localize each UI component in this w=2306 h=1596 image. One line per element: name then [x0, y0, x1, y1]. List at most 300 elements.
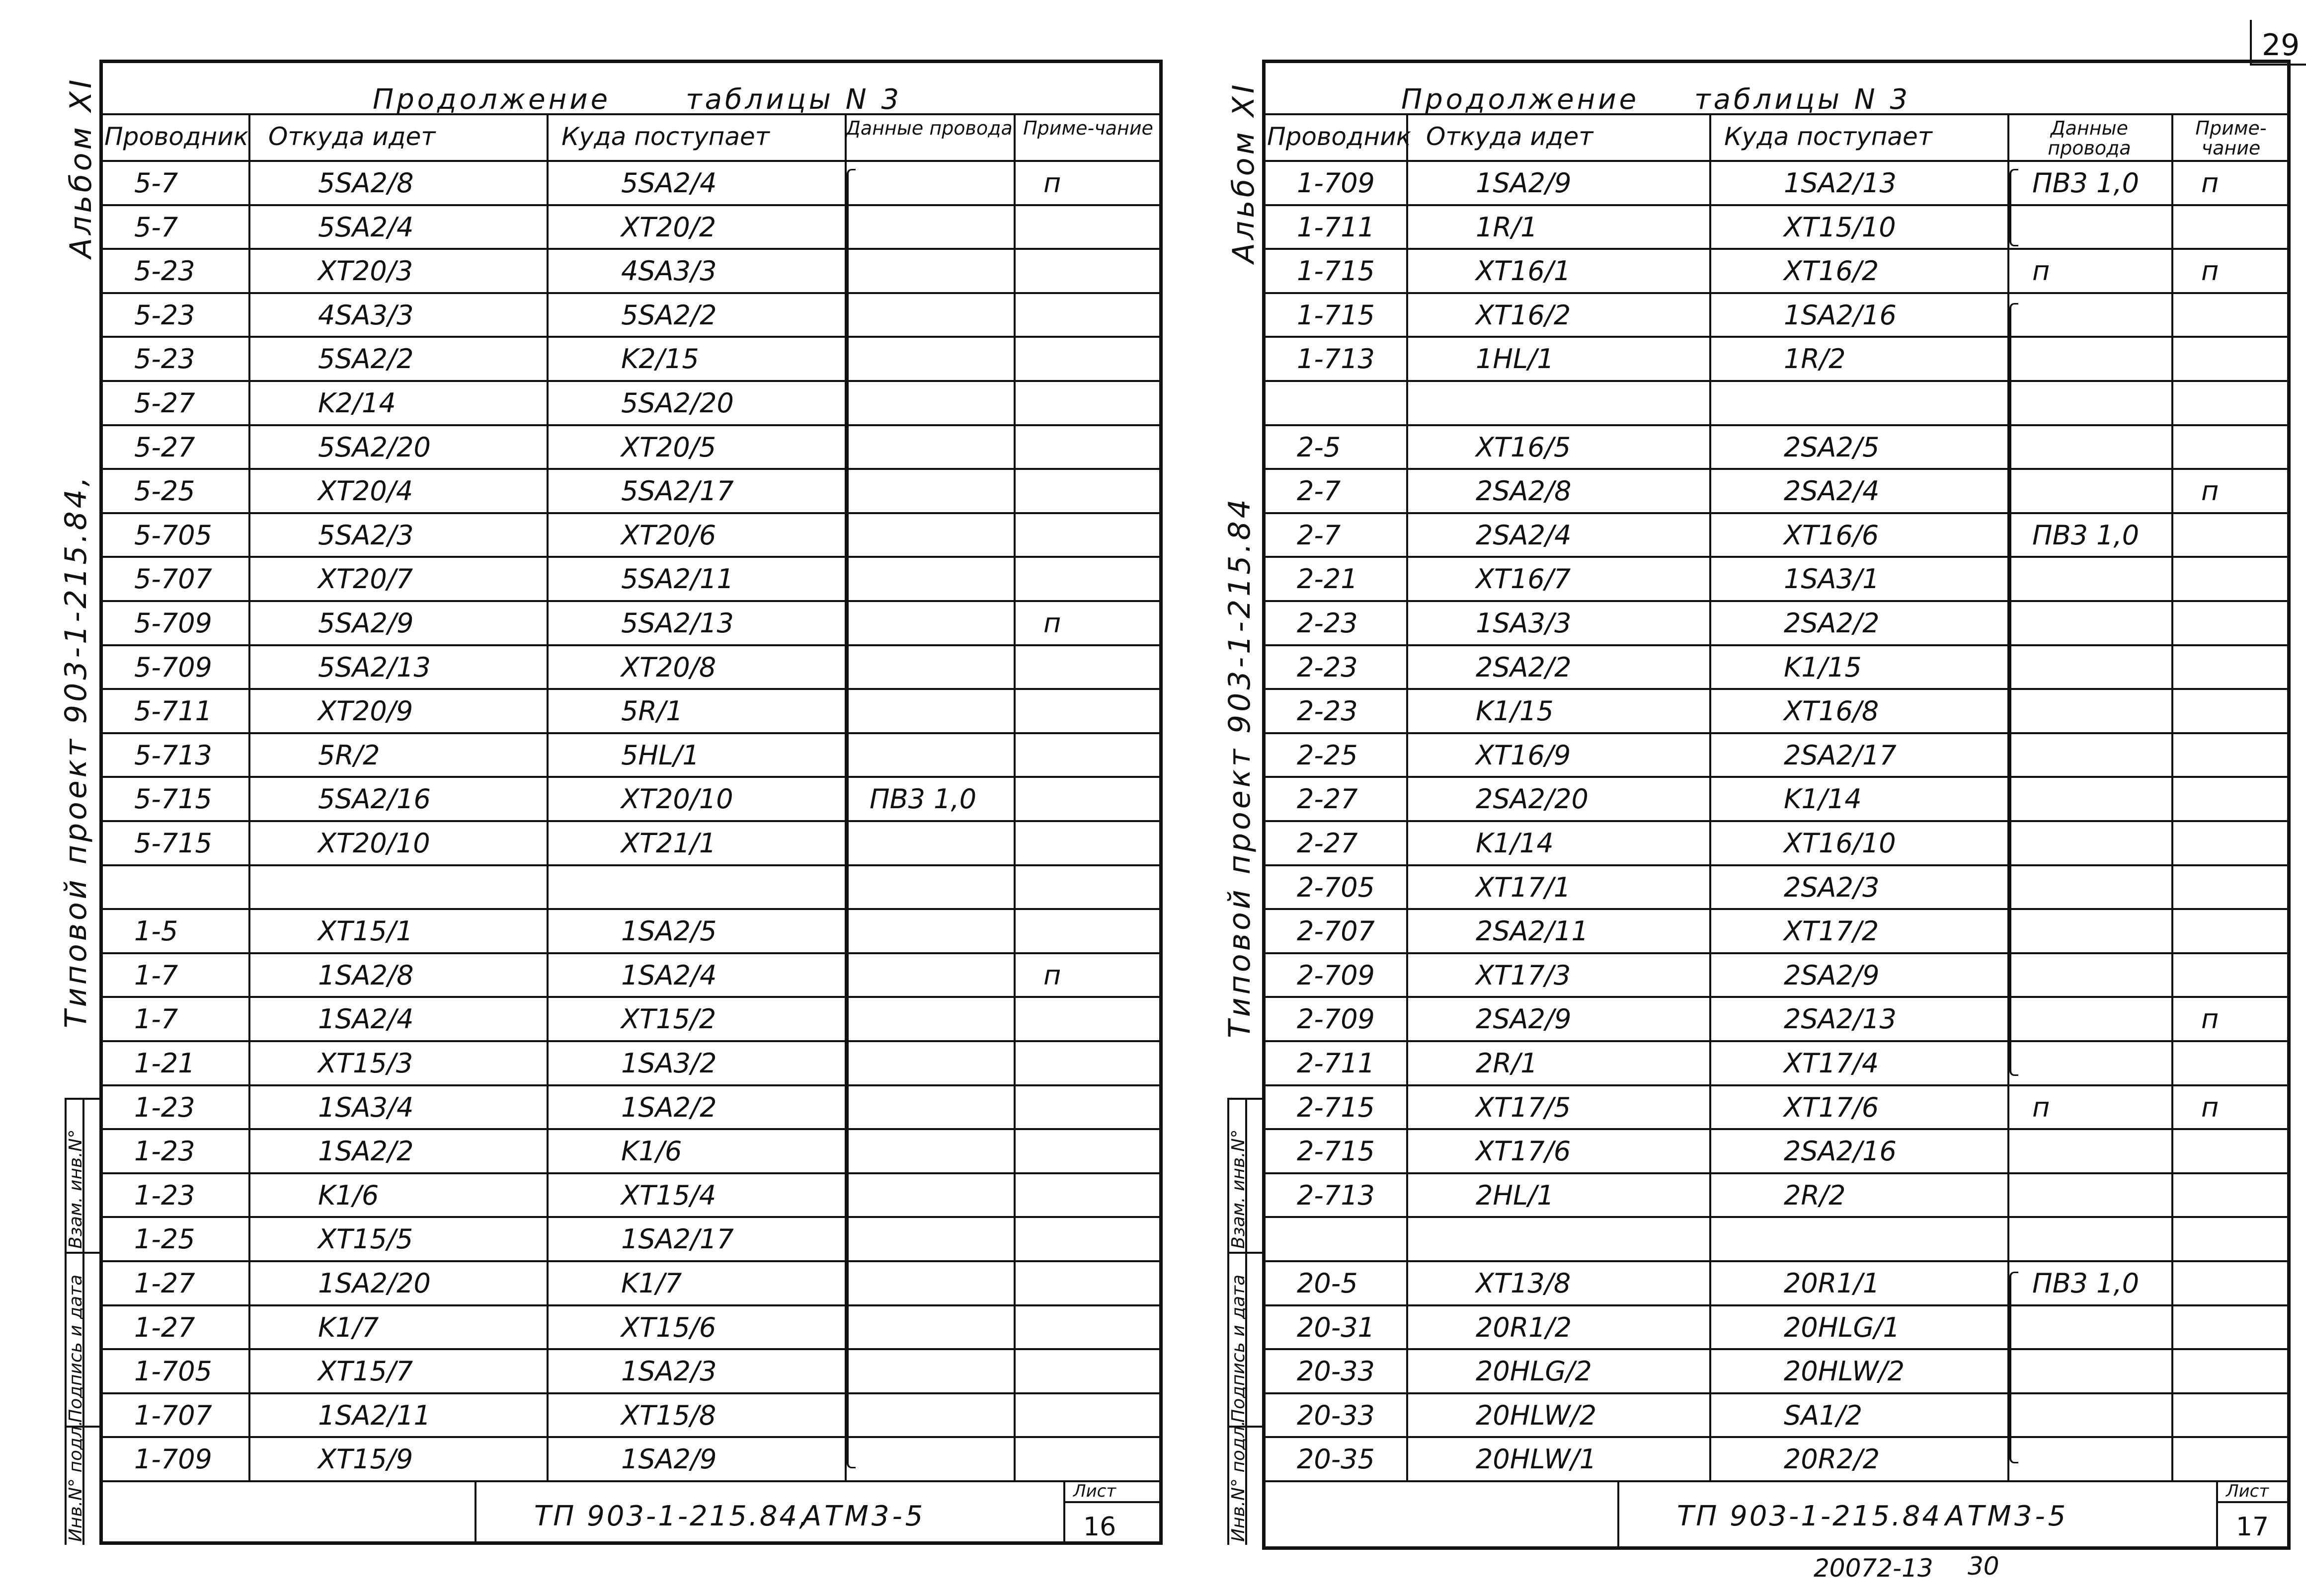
- from-terminal: 5SA2/4: [318, 211, 414, 243]
- left-stamp-top-rule: [99, 1480, 1163, 1482]
- from-terminal: XT15/3: [318, 1048, 413, 1079]
- right-header-0: Проводник: [1267, 122, 1411, 151]
- left-row-rule: [99, 468, 1163, 470]
- conductor-id: 1-715: [1297, 299, 1375, 331]
- right-row-rule: [1262, 1392, 2291, 1394]
- conductor-id: 2-27: [1297, 783, 1358, 815]
- to-terminal: 20HLG/1: [1784, 1311, 1900, 1343]
- to-terminal: 5SA2/13: [621, 608, 734, 639]
- conductor-id: 2-7: [1297, 519, 1341, 551]
- conductor-id: 20-31: [1297, 1311, 1375, 1343]
- note: п: [1043, 167, 1061, 199]
- right-side-project: Типовой проект 903-1-215.84: [1222, 496, 1257, 1038]
- note: п: [2201, 167, 2219, 199]
- to-terminal: XT21/1: [621, 828, 716, 859]
- from-terminal: 5SA2/2: [318, 343, 414, 375]
- conductor-id: 1-7: [134, 959, 178, 991]
- right-col-divider: [1406, 113, 1408, 1480]
- from-terminal: 2SA2/20: [1476, 783, 1589, 815]
- from-terminal: 1SA2/20: [318, 1268, 431, 1299]
- conductor-id: 2-5: [1297, 431, 1341, 463]
- left-side-box-2: Взам. инв.N°: [66, 1129, 86, 1249]
- from-terminal: 5R/2: [318, 739, 380, 771]
- from-terminal: 1SA3/4: [318, 1091, 414, 1123]
- from-terminal: 5SA2/13: [318, 651, 431, 683]
- right-row-rule: [1262, 1128, 2291, 1130]
- right-row-rule: [1262, 1172, 2291, 1174]
- right-side-box-2: Взам. инв.N°: [1228, 1129, 1249, 1249]
- left-row-rule: [99, 908, 1163, 910]
- conductor-id: 1-23: [134, 1179, 195, 1211]
- right-side-box-0: Инв.N° подл.: [1228, 1420, 1249, 1542]
- conductor-id: 5-7: [134, 167, 178, 199]
- right-row-rule: [1262, 864, 2291, 866]
- from-terminal: 5SA2/20: [318, 431, 431, 463]
- page-number-divider: [2250, 20, 2252, 65]
- right-row-rule: [1262, 1304, 2291, 1306]
- to-terminal: 1SA2/5: [621, 915, 717, 947]
- left-row-rule: [99, 1128, 1163, 1130]
- left-header-4: Приме-чание: [1023, 117, 1153, 139]
- left-row-rule: [99, 1436, 1163, 1438]
- left-sheet-label-rule: [1063, 1501, 1163, 1503]
- right-header-4: Приме-чание: [2195, 117, 2267, 159]
- conductor-id: 2-709: [1297, 959, 1375, 991]
- left-header-bottom-rule: [99, 160, 1163, 162]
- conductor-id: 1-705: [134, 1356, 212, 1387]
- from-terminal: 20HLG/2: [1476, 1356, 1592, 1387]
- from-terminal: 1SA2/8: [318, 959, 414, 991]
- conductor-id: 20-5: [1297, 1268, 1358, 1299]
- left-sheet-label: Лист: [1073, 1481, 1116, 1501]
- left-row-rule: [99, 1084, 1163, 1086]
- right-side-album: Альбом XI: [1226, 81, 1261, 263]
- wire-data: п: [2032, 1091, 2050, 1123]
- wire-data: ПВ3 1,0: [2032, 519, 2140, 551]
- to-terminal: 5SA2/2: [621, 299, 717, 331]
- left-side-box-1: Подпись и дата: [66, 1274, 86, 1423]
- right-row-rule: [1262, 336, 2291, 338]
- left-row-rule: [99, 600, 1163, 602]
- to-terminal: 1SA2/17: [621, 1223, 734, 1255]
- right-row-rule: [1262, 732, 2291, 734]
- right-row-rule: [1262, 996, 2291, 998]
- right-side-box-rule: [1227, 1252, 1262, 1254]
- to-terminal: 5SA2/4: [621, 167, 717, 199]
- to-terminal: XT15/10: [1784, 211, 1896, 243]
- right-side-box-rule: [1227, 1098, 1262, 1100]
- to-terminal: 1R/2: [1784, 343, 1846, 375]
- to-terminal: 5SA2/11: [621, 563, 734, 595]
- conductor-id: 2-713: [1297, 1179, 1375, 1211]
- right-col-divider: [2171, 113, 2173, 1480]
- left-col-divider: [248, 113, 250, 1480]
- conductor-id: 1-713: [1297, 343, 1375, 375]
- conductor-id: 1-711: [1297, 211, 1375, 243]
- to-terminal: XT16/2: [1784, 255, 1879, 287]
- to-terminal: 2R/2: [1784, 1179, 1846, 1211]
- conductor-id: 5-23: [134, 255, 195, 287]
- conductor-id: 5-27: [134, 431, 195, 463]
- from-terminal: 4SA3/3: [318, 299, 414, 331]
- to-terminal: 1SA2/2: [621, 1091, 717, 1123]
- to-terminal: 2SA2/5: [1784, 431, 1880, 463]
- from-terminal: 2R/1: [1476, 1048, 1538, 1079]
- to-terminal: 5HL/1: [621, 739, 700, 771]
- to-terminal: 2SA2/4: [1784, 475, 1880, 507]
- right-header-top-rule: [1262, 113, 2291, 115]
- conductor-id: 2-715: [1297, 1136, 1375, 1167]
- right-header-1: Откуда идет: [1426, 122, 1593, 151]
- left-row-rule: [99, 644, 1163, 646]
- left-row-rule: [99, 556, 1163, 558]
- left-header-0: Проводник: [104, 122, 248, 151]
- right-row-rule: [1262, 600, 2291, 602]
- conductor-id: 20-35: [1297, 1444, 1375, 1475]
- to-terminal: XT20/10: [621, 783, 733, 815]
- conductor-id: 5-23: [134, 343, 195, 375]
- conductor-id: 5-25: [134, 475, 195, 507]
- from-terminal: XT20/3: [318, 255, 413, 287]
- from-terminal: K1/6: [318, 1179, 379, 1211]
- page-number: 29: [2262, 28, 2300, 63]
- to-terminal: 5SA2/17: [621, 475, 734, 507]
- note: п: [2201, 1003, 2219, 1035]
- right-stamp-divider: [1617, 1480, 1619, 1550]
- to-terminal: 1SA2/4: [621, 959, 717, 991]
- from-terminal: XT16/1: [1476, 255, 1571, 287]
- to-terminal: K2/15: [621, 343, 699, 375]
- to-terminal: XT15/8: [621, 1399, 716, 1431]
- conductor-id: 2-715: [1297, 1091, 1375, 1123]
- conductor-id: 1-709: [134, 1444, 212, 1475]
- left-row-rule: [99, 776, 1163, 778]
- left-row-rule: [99, 1040, 1163, 1042]
- left-row-rule: [99, 1392, 1163, 1394]
- to-terminal: 1SA3/1: [1784, 563, 1880, 595]
- right-row-rule: [1262, 468, 2291, 470]
- conductor-id: 5-715: [134, 828, 212, 859]
- left-row-rule: [99, 336, 1163, 338]
- from-terminal: XT15/5: [318, 1223, 413, 1255]
- right-row-rule: [1262, 952, 2291, 954]
- conductor-id: 5-23: [134, 299, 195, 331]
- conductor-id: 1-709: [1297, 167, 1375, 199]
- right-brace: [2009, 169, 2018, 246]
- from-terminal: XT15/1: [318, 915, 413, 947]
- to-terminal: XT17/2: [1784, 915, 1879, 947]
- from-terminal: K2/14: [318, 387, 396, 419]
- left-row-rule: [99, 248, 1163, 250]
- left-row-rule: [99, 996, 1163, 998]
- right-row-rule: [1262, 1348, 2291, 1350]
- left-row-rule: [99, 204, 1163, 206]
- right-row-rule: [1262, 204, 2291, 206]
- conductor-id: 1-25: [134, 1223, 195, 1255]
- from-terminal: 5SA2/3: [318, 519, 414, 551]
- to-terminal: XT15/4: [621, 1179, 716, 1211]
- to-terminal: 20HLW/2: [1784, 1356, 1905, 1387]
- right-col-divider: [1709, 113, 1711, 1480]
- left-row-rule: [99, 512, 1163, 514]
- to-terminal: XT16/8: [1784, 695, 1879, 727]
- right-frame: [1262, 60, 2291, 1550]
- from-terminal: XT15/7: [318, 1356, 413, 1387]
- from-terminal: 2SA2/11: [1476, 915, 1589, 947]
- conductor-id: 2-27: [1297, 828, 1358, 859]
- bottom-code: 20072-13: [1814, 1554, 1933, 1583]
- from-terminal: XT17/1: [1476, 871, 1571, 903]
- conductor-id: 2-7: [1297, 475, 1341, 507]
- right-sheet-label-rule: [2216, 1501, 2291, 1503]
- left-header-1: Откуда идет: [268, 122, 436, 151]
- conductor-id: 20-33: [1297, 1399, 1375, 1431]
- right-row-rule: [1262, 908, 2291, 910]
- from-terminal: K1/15: [1476, 695, 1554, 727]
- to-terminal: 2SA2/3: [1784, 871, 1880, 903]
- to-terminal: XT20/2: [621, 211, 716, 243]
- left-stamp-divider: [475, 1480, 477, 1545]
- from-terminal: 5SA2/16: [318, 783, 431, 815]
- right-row-rule: [1262, 1040, 2291, 1042]
- conductor-id: 5-713: [134, 739, 212, 771]
- right-brace: [2009, 303, 2018, 1076]
- conductor-id: 5-715: [134, 783, 212, 815]
- from-terminal: XT17/3: [1476, 959, 1571, 991]
- conductor-id: 5-7: [134, 211, 178, 243]
- from-terminal: XT16/9: [1476, 739, 1571, 771]
- right-title-continuation: Продолжение: [1401, 83, 1640, 116]
- note: п: [1043, 608, 1061, 639]
- from-terminal: 1SA2/11: [318, 1399, 431, 1431]
- to-terminal: K1/14: [1784, 783, 1862, 815]
- to-terminal: K1/6: [621, 1136, 682, 1167]
- to-terminal: 1SA2/16: [1784, 299, 1897, 331]
- from-terminal: XT16/5: [1476, 431, 1571, 463]
- to-terminal: XT16/10: [1784, 828, 1896, 859]
- from-terminal: XT13/8: [1476, 1268, 1571, 1299]
- from-terminal: 20HLW/1: [1476, 1444, 1597, 1475]
- right-row-rule: [1262, 1084, 2291, 1086]
- wire-data: ПВ3 1,0: [2032, 1268, 2140, 1299]
- conductor-id: 5-709: [134, 651, 212, 683]
- from-terminal: 1HL/1: [1476, 343, 1554, 375]
- conductor-id: 1-707: [134, 1399, 212, 1431]
- left-side-project: Типовой проект 903-1-215.84,: [59, 474, 93, 1028]
- left-title-table: таблицы N 3: [686, 83, 902, 116]
- right-header-2: Куда поступает: [1724, 122, 1932, 151]
- conductor-id: 1-7: [134, 1003, 178, 1035]
- from-terminal: XT15/9: [318, 1444, 413, 1475]
- from-terminal: 1SA3/3: [1476, 608, 1572, 639]
- conductor-id: 1-23: [134, 1136, 195, 1167]
- to-terminal: K1/15: [1784, 651, 1862, 683]
- left-sheet-number: 16: [1083, 1512, 1116, 1542]
- wire-data: п: [2032, 255, 2050, 287]
- left-sheet-divider: [1063, 1480, 1065, 1545]
- left-col-divider: [547, 113, 549, 1480]
- left-row-rule: [99, 1216, 1163, 1218]
- right-sheet-divider: [2216, 1480, 2218, 1550]
- left-row-rule: [99, 688, 1163, 690]
- conductor-id: 1-27: [134, 1268, 195, 1299]
- left-brace: [847, 169, 856, 1468]
- conductor-id: 5-711: [134, 695, 212, 727]
- to-terminal: XT20/8: [621, 651, 716, 683]
- from-terminal: K1/7: [318, 1311, 379, 1343]
- to-terminal: 20R2/2: [1784, 1444, 1880, 1475]
- note: п: [2201, 255, 2219, 287]
- note: п: [2201, 475, 2219, 507]
- right-row-rule: [1262, 512, 2291, 514]
- to-terminal: 2SA2/9: [1784, 959, 1880, 991]
- left-row-rule: [99, 424, 1163, 426]
- right-title-table: таблицы N 3: [1694, 83, 1911, 116]
- left-row-rule: [99, 292, 1163, 294]
- left-row-rule: [99, 864, 1163, 866]
- from-terminal: 2SA2/8: [1476, 475, 1572, 507]
- left-row-rule: [99, 1172, 1163, 1174]
- to-terminal: 2SA2/16: [1784, 1136, 1897, 1167]
- conductor-id: 2-23: [1297, 695, 1358, 727]
- right-stamp-doc: АТМ3-5: [1945, 1500, 2069, 1532]
- conductor-id: 2-705: [1297, 871, 1375, 903]
- to-terminal: 2SA2/2: [1784, 608, 1880, 639]
- to-terminal: 1SA2/13: [1784, 167, 1897, 199]
- from-terminal: XT20/9: [318, 695, 413, 727]
- from-terminal: 20HLW/2: [1476, 1399, 1597, 1431]
- conductor-id: 2-21: [1297, 563, 1358, 595]
- to-terminal: 5SA2/20: [621, 387, 734, 419]
- right-side-box-1: Подпись и дата: [1228, 1274, 1249, 1423]
- from-terminal: XT20/10: [318, 828, 430, 859]
- left-row-rule: [99, 1304, 1163, 1306]
- right-row-rule: [1262, 380, 2291, 382]
- conductor-id: 2-711: [1297, 1048, 1375, 1079]
- right-row-rule: [1262, 688, 2291, 690]
- to-terminal: 2SA2/17: [1784, 739, 1897, 771]
- conductor-id: 2-709: [1297, 1003, 1375, 1035]
- from-terminal: 5SA2/8: [318, 167, 414, 199]
- right-stamp-top-rule: [1262, 1480, 2291, 1482]
- right-brace: [2009, 1272, 2018, 1463]
- conductor-id: 5-27: [134, 387, 195, 419]
- bottom-page: 30: [1968, 1552, 1999, 1581]
- left-side-box-rule: [65, 1098, 99, 1100]
- right-sheet-label: Лист: [2226, 1481, 2269, 1501]
- conductor-id: 5-707: [134, 563, 212, 595]
- conductor-id: 20-33: [1297, 1356, 1375, 1387]
- to-terminal: XT20/6: [621, 519, 716, 551]
- from-terminal: 1SA2/2: [318, 1136, 414, 1167]
- from-terminal: 2HL/1: [1476, 1179, 1554, 1211]
- to-terminal: 5R/1: [621, 695, 683, 727]
- from-terminal: K1/14: [1476, 828, 1554, 859]
- conductor-id: 1-715: [1297, 255, 1375, 287]
- from-terminal: 1SA2/4: [318, 1003, 414, 1035]
- conductor-id: 2-23: [1297, 608, 1358, 639]
- conductor-id: 1-5: [134, 915, 178, 947]
- to-terminal: XT15/2: [621, 1003, 716, 1035]
- from-terminal: XT16/7: [1476, 563, 1571, 595]
- to-terminal: 2SA2/13: [1784, 1003, 1897, 1035]
- wire-data: ПВ3 1,0: [2032, 167, 2140, 199]
- right-row-rule: [1262, 248, 2291, 250]
- right-header-bottom-rule: [1262, 160, 2291, 162]
- right-row-rule: [1262, 1260, 2291, 1262]
- left-header-2: Куда поступает: [561, 122, 770, 151]
- conductor-id: 2-707: [1297, 915, 1375, 947]
- to-terminal: 1SA2/3: [621, 1356, 717, 1387]
- from-terminal: 1R/1: [1476, 211, 1538, 243]
- right-row-rule: [1262, 1216, 2291, 1218]
- conductor-id: 5-709: [134, 608, 212, 639]
- right-row-rule: [1262, 556, 2291, 558]
- left-header-3: Данные провода: [846, 117, 1013, 139]
- to-terminal: XT17/6: [1784, 1091, 1879, 1123]
- to-terminal: 20R1/1: [1784, 1268, 1880, 1299]
- right-row-rule: [1262, 1436, 2291, 1438]
- from-terminal: 1SA2/9: [1476, 167, 1572, 199]
- from-terminal: 2SA2/2: [1476, 651, 1572, 683]
- left-stamp-doc: АТМ3-5: [802, 1500, 926, 1532]
- from-terminal: 5SA2/9: [318, 608, 414, 639]
- to-terminal: XT15/6: [621, 1311, 716, 1343]
- to-terminal: K1/7: [621, 1268, 682, 1299]
- to-terminal: 4SA3/3: [621, 255, 717, 287]
- to-terminal: XT17/4: [1784, 1048, 1879, 1079]
- to-terminal: 1SA2/9: [621, 1444, 717, 1475]
- note: п: [2201, 1091, 2219, 1123]
- left-row-rule: [99, 952, 1163, 954]
- left-row-rule: [99, 1348, 1163, 1350]
- right-row-rule: [1262, 644, 2291, 646]
- left-side-album: Альбом XI: [64, 76, 98, 258]
- left-row-rule: [99, 820, 1163, 822]
- left-header-top-rule: [99, 113, 1163, 115]
- note: п: [1043, 959, 1061, 991]
- from-terminal: XT20/7: [318, 563, 413, 595]
- from-terminal: XT17/6: [1476, 1136, 1571, 1167]
- conductor-id: 2-23: [1297, 651, 1358, 683]
- to-terminal: XT16/6: [1784, 519, 1879, 551]
- left-row-rule: [99, 1260, 1163, 1262]
- from-terminal: 2SA2/4: [1476, 519, 1572, 551]
- left-row-rule: [99, 732, 1163, 734]
- left-stamp-code: ТП 903-1-215.84,: [534, 1500, 810, 1532]
- right-row-rule: [1262, 424, 2291, 426]
- conductor-id: 1-21: [134, 1048, 195, 1079]
- conductor-id: 1-27: [134, 1311, 195, 1343]
- conductor-id: 1-23: [134, 1091, 195, 1123]
- from-terminal: XT16/2: [1476, 299, 1571, 331]
- right-header-3: Данные провода: [2048, 117, 2131, 159]
- right-stamp-code: ТП 903-1-215.84: [1677, 1500, 1942, 1532]
- right-row-rule: [1262, 776, 2291, 778]
- conductor-id: 2-25: [1297, 739, 1358, 771]
- from-terminal: XT20/4: [318, 475, 413, 507]
- left-side-box-0: Инв.N° подл.: [66, 1420, 86, 1542]
- right-row-rule: [1262, 292, 2291, 294]
- to-terminal: SA1/2: [1784, 1399, 1863, 1431]
- right-row-rule: [1262, 820, 2291, 822]
- from-terminal: 2SA2/9: [1476, 1003, 1572, 1035]
- right-sheet-number: 17: [2236, 1512, 2269, 1542]
- from-terminal: 20R1/2: [1476, 1311, 1572, 1343]
- from-terminal: XT17/5: [1476, 1091, 1571, 1123]
- left-col-divider: [1014, 113, 1016, 1480]
- conductor-id: 5-705: [134, 519, 212, 551]
